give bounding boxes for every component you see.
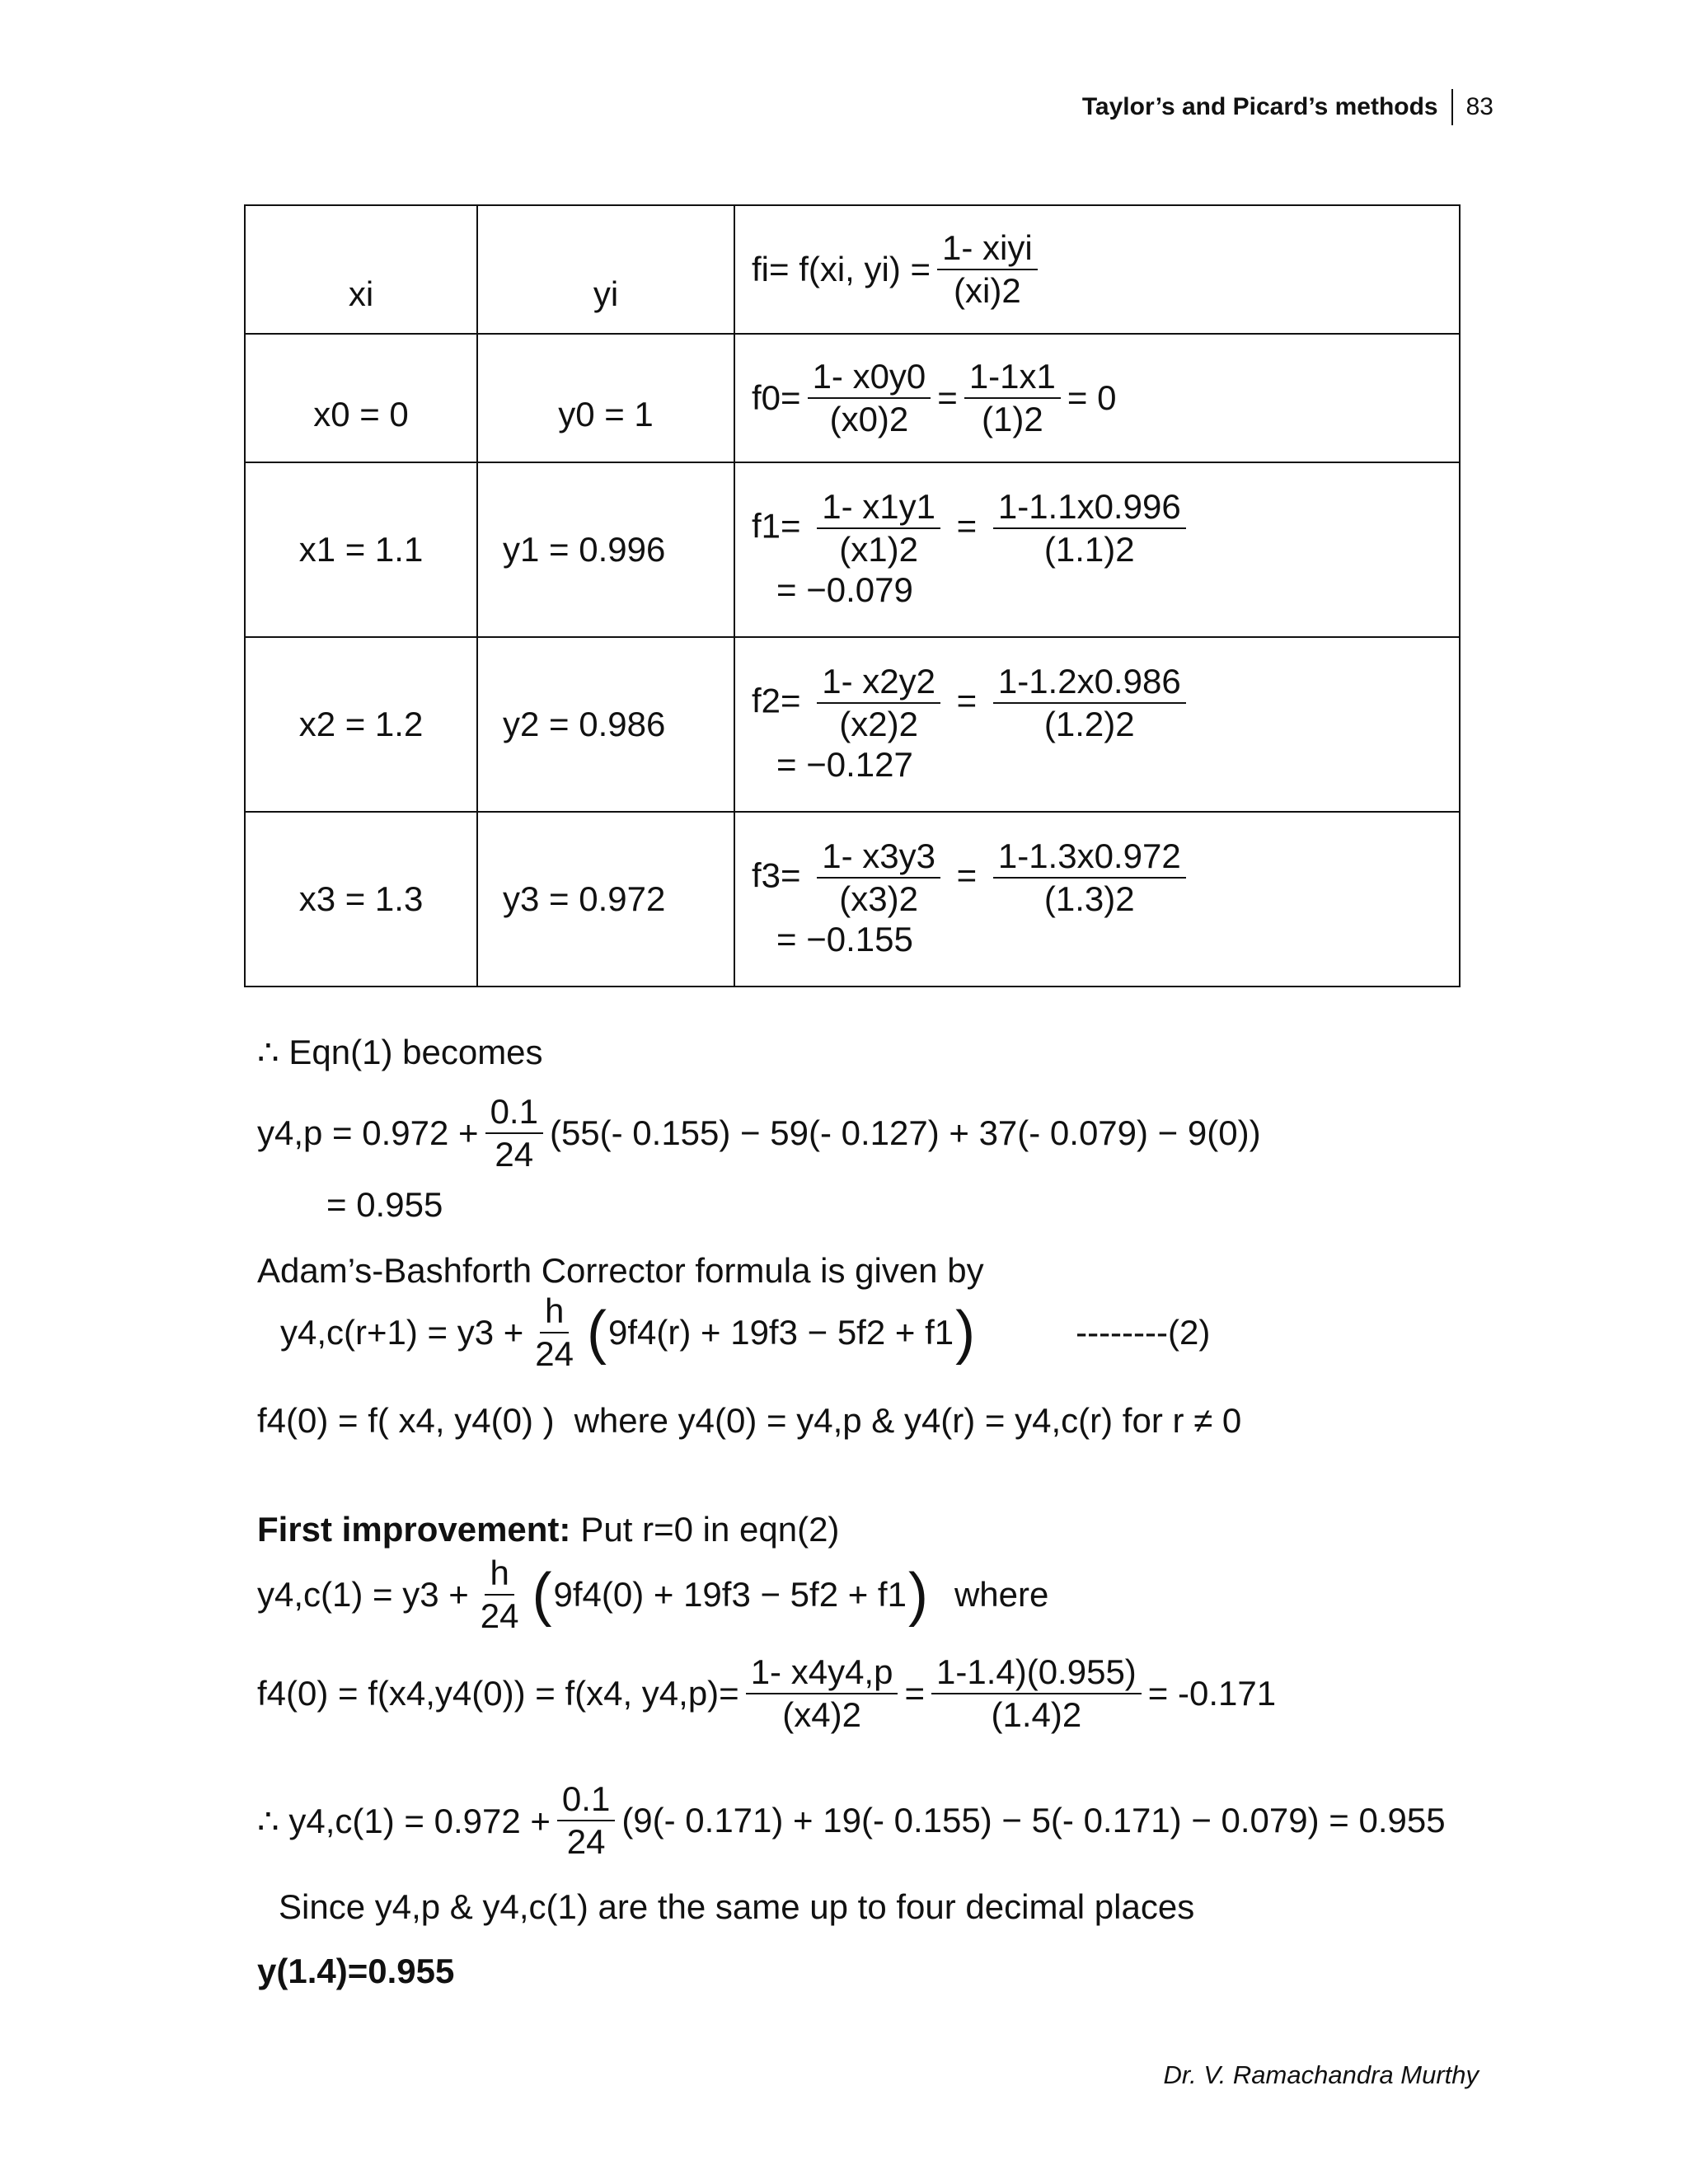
final-corrector-calc: ∴ y4,c(1) = 0.972 + $\frac{0.1}{24}$ (9(- 0.171) + 19(- 0.155) − 5(- 0.171) − 0.079) = 0.955 [257,1779,1446,1862]
f-calc: f3= $\frac{1- x3y3}{(x3)2}$ = $\frac{1-1.3x0.972}{(1.3)2}$ [752,837,1459,918]
f-calc: f2= $\frac{1- x2y2}{(x2)2}$ = $\frac{1-1.2x0.986}{(1.2)2}$ [752,663,1459,743]
header-title: Taylor’s and Picard’s methods [1081,93,1438,120]
table-row [245,462,1460,637]
table-row [245,637,1460,812]
improvement-formula: y4,c(1) = y3 + $\frac{h}{24}$ ( 9f4(0) + 19f3 − 5f2 + f1 ) where [257,1554,1049,1636]
y-value: y2 = 0.986 [503,705,666,743]
f-result: = −0.155 [776,919,913,958]
f-calc: f0= $\frac{1- x0y0}{(x0)2}$ = $\frac{1-1x1}{(1)2}$ = 0 [752,356,1117,438]
predictor-result: = 0.955 [326,1185,443,1224]
since-statement: Since y4,p & y4,c(1) are the same up to four decimal places [279,1887,1195,1926]
y-value: y0 = 1 [558,395,654,434]
footer-author: Dr. V. Ramachandra Murthy [1163,2060,1479,2089]
table-header-row [245,205,1460,334]
corrector-intro: Adam’s-Bashforth Corrector formula is given by [257,1251,984,1290]
f-result: = −0.127 [776,744,913,784]
predictor-equation: y4,p = 0.972 + $\frac{0.1}{24}$ (55(- 0.155) − 59(- 0.127) + 37(- 0.079) − 9(0)) [257,1092,1261,1174]
table-row [245,334,1460,462]
eqn-becomes: ∴ Eqn(1) becomes [257,1033,543,1071]
x-value: x2 = 1.2 [298,705,424,743]
header-x: xi [348,274,374,313]
corrector-formula: y4,c(r+1) = y3 + $\frac{h}{24}$ ( 9f4(r) + 19f3 − 5f2 + f1 ) --------(2) [280,1291,1211,1374]
f4-definition: f4(0) = f( x4, y4(0) ) where y4(0) = y4,p & y4(r) = y4,c(r) for r ≠ 0 [257,1401,1242,1440]
equation-tag: --------(2) [1076,1313,1211,1352]
f-calc: f1= $\frac{1- x1y1}{(x1)2}$ = $\frac{1-1.1x0.996}{(1.1)2}$ [752,488,1459,569]
f4-calculation: f4(0) = f(x4,y4(0)) = f(x4, y4,p)= $\frac{1- x4y4,p}{(x4)2}$ = $\frac{1-1.4)(0.955)}{(1.4)2}$ = -0.171 [257,1652,1277,1735]
page-number: 83 [1465,93,1493,120]
x-value: x1 = 1.1 [298,530,424,569]
header-f-formula: fi= f(xi, yi) = $\frac{\text{1- xiyi}}{(xi)2}$ [752,229,1044,310]
first-improvement-label: First improvement: [257,1510,571,1549]
header-y: yi [593,274,619,313]
y-value: y3 = 0.972 [503,879,666,918]
final-answer: y(1.4)=0.955 [257,1952,455,1990]
page-header [1082,89,1493,125]
table-row [245,812,1460,987]
y-value: y1 = 0.996 [503,530,666,569]
x-value: x3 = 1.3 [298,879,424,918]
f-result: = −0.079 [776,569,913,609]
values-table [244,204,1461,987]
header-separator [1451,89,1453,125]
first-improvement: First improvement: Put r=0 in eqn(2) [257,1510,840,1549]
x-value: x0 = 0 [313,395,409,434]
